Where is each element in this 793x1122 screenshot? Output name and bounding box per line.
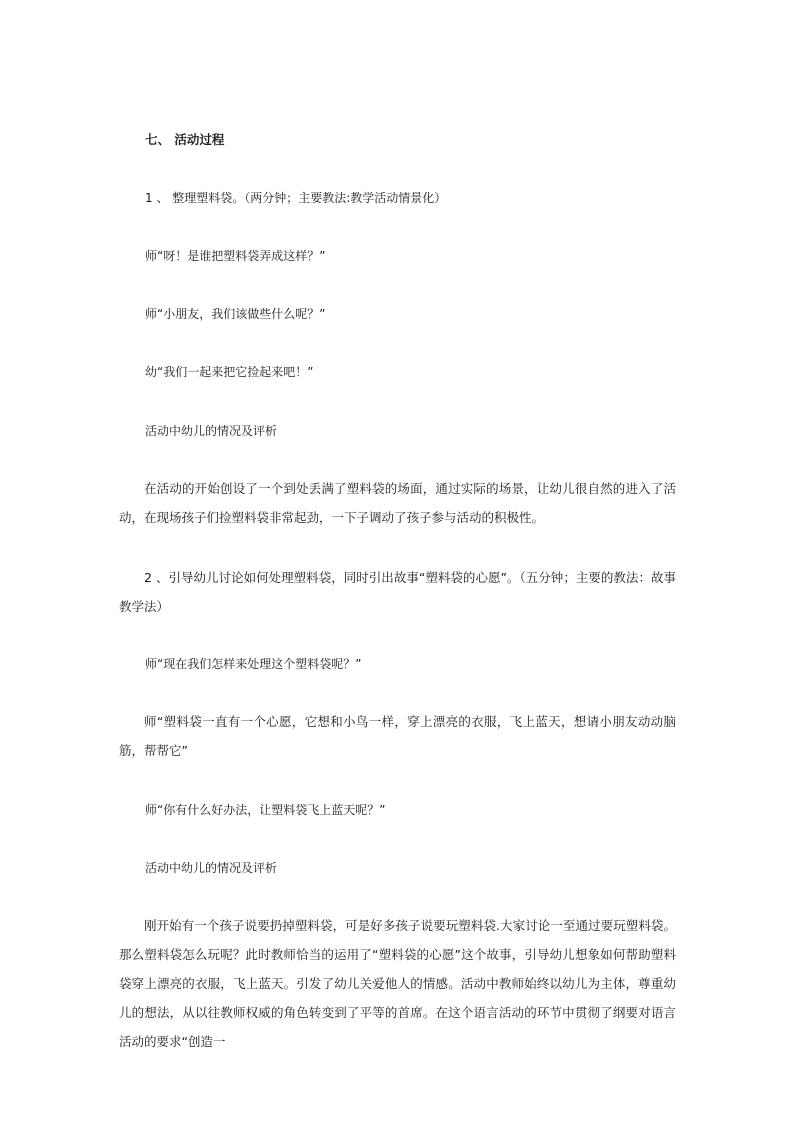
evaluation-paragraph: 在活动的开始创设了一个到处丢满了塑料袋的场面，通过实际的场景，让幼儿很自然的进入了活动，在现场孩子们捡塑料袋非常起劲，一下子调动了孩子参与活动的积极性。 [119,481,676,525]
step-1-heading: 1 、 整理塑料袋。（两分钟；主要教法:教学活动情景化） [145,191,447,205]
dialogue-line: 幼“我们一起来把它捡起来吧！” [145,365,314,379]
dialogue-line: 师“现在我们怎样来处理这个塑料袋呢？” [145,657,362,671]
dialogue-paragraph: 师“塑料袋一直有一个心愿，它想和小鸟一样，穿上漂亮的衣服，飞上蓝天，想请小朋友动动脑筋，帮帮它” [119,714,676,758]
dialogue-line: 师“小朋友，我们该做些什么呢？” [145,307,326,321]
step-2-heading: 2 、引导幼儿讨论如何处理塑料袋，同时引出故事“塑料袋的心愿”。（五分钟；主要的教法：故事教学法） [119,570,676,614]
evaluation-heading: 活动中幼儿的情况及评析 [145,861,278,875]
evaluation-heading: 活动中幼儿的情况及评析 [145,424,278,438]
dialogue-line: 师“呀！是谁把塑料袋弄成这样？” [145,249,326,263]
section-heading: 七、 活动过程 [145,132,225,147]
dialogue-line: 师“你有什么好办法，让塑料袋飞上蓝天呢？” [145,803,386,817]
evaluation-paragraph: 刚开始有一个孩子说要扔掉塑料袋，可是好多孩子说要玩塑料袋.大家讨论一至通过要玩塑料袋。那么塑料袋怎么玩呢？此时教师恰当的运用了“塑料袋的心愿”这个故事，引导幼儿想象如何帮助塑料袋穿上漂亮的衣服，飞上蓝天。引发了幼儿关爱他人的情感。活动中教师始终以幼儿为主体，尊重幼儿的想法，从以往教师权威的角色转变到了平等的首席。在这个语言活动的环节中贯彻了纲要对语言活动的要求“创造一 [119,918,676,1049]
